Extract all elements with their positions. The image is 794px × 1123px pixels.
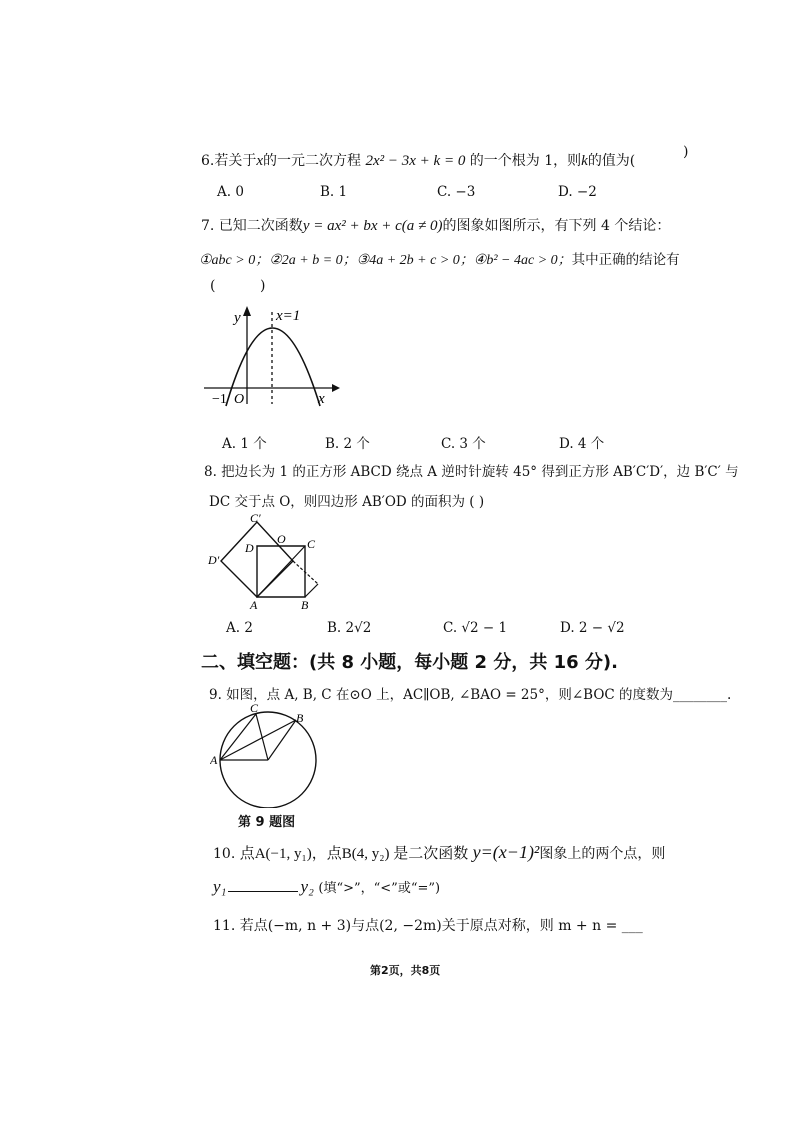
q9-segment-oc — [256, 714, 268, 760]
q7-option-d: D. 4 个 — [559, 436, 605, 452]
q7-neg-one-label: −1 — [212, 392, 227, 407]
q6-option-a: A. 0 — [217, 184, 244, 200]
q6-ask: 的值为( — [587, 153, 636, 169]
q7-origin-label: O — [234, 392, 245, 407]
q8-label-c: C — [307, 537, 316, 551]
q7-conclusion-2: ②2a + b = 0； — [269, 253, 357, 268]
q6-number: 6. — [201, 153, 215, 169]
q6-equation: 2x² − 3x + k = 0 — [365, 153, 466, 169]
q9-circle-figure — [210, 700, 328, 808]
q6-option-d: D. −2 — [558, 184, 597, 200]
q7-option-b: B. 2 个 — [325, 436, 370, 452]
q9-stem: 9. 如图，点 A, B, C 在⊙O 上，AC∥OB, ∠BAO = 25°，则∠BOC 的度数为________. — [209, 687, 732, 703]
q10-answer-line — [213, 877, 440, 897]
q7-option-c: C. 3 个 — [441, 436, 486, 452]
q6-prefix: 若关于 — [214, 153, 257, 169]
q6-option-b: B. 1 — [320, 184, 348, 200]
q10-stem — [213, 842, 665, 863]
q11-stem: 11. 若点(−m, n + 3)与点(2, −2m)关于原点对称，则 m + n = ___ — [213, 918, 643, 934]
q10-y1: y₁ — [213, 877, 227, 896]
q7-conclusion-tail: 其中正确的结论有 — [571, 252, 680, 268]
q6-var: x — [256, 153, 264, 169]
q6-suffix: 的一个根为 1，则 — [469, 153, 582, 169]
q8-option-a: A. 2 — [226, 620, 253, 636]
q10-func: y=(x−1)² — [472, 842, 540, 862]
page-footer: 第2页，共8页 — [370, 964, 441, 977]
q8-option-c: C. √2 − 1 — [443, 620, 508, 636]
q8-label-d: D — [245, 541, 254, 555]
q9-figure-caption: 第 9 题图 — [238, 815, 296, 830]
q7-conclusion-4: ④b² − 4ac > 0； — [473, 253, 572, 268]
q10-text1: 点A(−1, y₁)，点B(4, y₂) 是二次函数 — [239, 846, 469, 862]
q8-square-figure — [205, 510, 360, 612]
q8-diagonal-ac — [257, 546, 305, 597]
q7-func: y = ax² + bx + c(a ≠ 0) — [302, 218, 443, 234]
q7-y-arrow — [243, 306, 251, 316]
q10-hint: (填“>”，“<”或“=”) — [318, 881, 441, 896]
q8-label-b: B — [301, 598, 309, 612]
q9-label-c: C — [250, 701, 259, 715]
q7-answer-paren: ( ) — [210, 278, 266, 294]
q8-label-a: A — [250, 598, 258, 612]
q8-option-b: B. 2√2 — [327, 620, 372, 636]
q7-conclusion-1: ①abc > 0； — [199, 253, 270, 268]
q7-parabola-graph — [200, 300, 340, 410]
q8-option-d: D. 2 − √2 — [560, 620, 625, 636]
q6-k: k — [581, 153, 588, 169]
q7-option-a: A. 1 个 — [222, 436, 267, 452]
q9-label-b: B — [296, 711, 304, 725]
q9-segment-ob — [268, 720, 296, 760]
q9-chord-ab — [220, 720, 296, 760]
q8-stem-line1: 8. 把边长为 1 的正方形 ABCD 绕点 A 逆时针旋转 45° 得到正方形 AB′C′D′，边 B′C′ 与 — [204, 464, 739, 480]
q6-close-paren: ) — [683, 144, 689, 160]
q7-x-arrow — [332, 384, 340, 392]
q7-number: 7. — [201, 218, 215, 234]
q8-label-d-prime: D′ — [208, 553, 220, 567]
q7-y-label: y — [234, 310, 241, 326]
q8-extension-b — [305, 584, 318, 597]
section-2-title: 二、填空题：(共 8 小题，每小题 2 分，共 16 分). — [201, 652, 618, 673]
q7-text2: 的图象如图所示，有下列 4 个结论： — [442, 218, 671, 234]
q7-conclusions — [199, 248, 680, 269]
q7-text1: 已知二次函数 — [218, 218, 303, 234]
q6-option-c: C. −3 — [437, 184, 476, 200]
q6-mid: 的一元二次方程 — [263, 153, 362, 169]
q8-label-c-prime: C′ — [250, 511, 261, 525]
q7-conclusion-3: ③4a + 2b + c > 0； — [356, 253, 474, 268]
q7-x-label: x — [318, 391, 325, 407]
q8-stem-line2: DC 交于点 O，则四边形 AB′OD 的面积为 ( ) — [209, 494, 485, 510]
q8-label-o: O — [277, 532, 286, 546]
q9-label-a: A — [210, 753, 218, 767]
q7-axis-label: x=1 — [276, 308, 301, 324]
q10-text2: 图象上的两个点，则 — [539, 846, 666, 862]
q6-stem — [201, 150, 635, 170]
q10-y2: y₂ — [300, 877, 314, 896]
q7-stem — [201, 215, 670, 235]
q10-blank — [228, 891, 298, 892]
q10-number: 10. — [213, 846, 236, 862]
